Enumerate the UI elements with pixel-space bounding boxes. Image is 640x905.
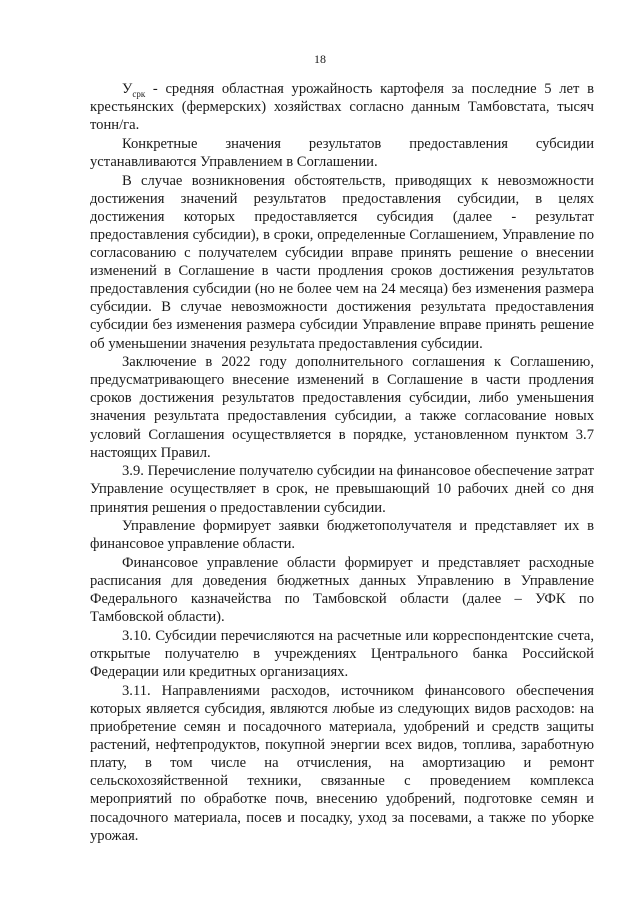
paragraph-clause-3-9: 3.9. Перечисление получателю субсидии на финансовое обеспечение затрат Управление осуществляет в срок, не превышающий 10 рабочих дней со дня принятия решения о предоставлении субсидии. xyxy=(90,463,594,516)
formula-symbol: У xyxy=(122,81,133,97)
paragraph: Заключение в 2022 году дополнительного соглашения к Соглашению, предусматривающего внесение изменений в Соглашение в части продления сроков достижения результатов предоставления субсидии, либо уменьшения значения результата предоставления субсидии, а также согласование новых условий Соглашения осуществляется в порядке, установленном пунктом 3.7 настоящих Правил. xyxy=(90,354,594,461)
paragraph: Конкретные значения результатов предоставления субсидии устанавливаются Управлением в Соглашении. xyxy=(90,135,594,170)
page-number: 18 xyxy=(314,52,326,66)
paragraph-clause-3-10: 3.10. Субсидии перечисляются на расчетные или корреспондентские счета, открытые получателю в учреждениях Центрального банка Российской Федерации или кредитных организациях. xyxy=(90,627,594,681)
formula-subscript: срк xyxy=(132,88,146,99)
document-body xyxy=(90,80,594,845)
paragraph-text: - средняя областная урожайность картофеля за последние 5 лет в крестьянских (фермерских) хозяйствах согласно данным Тамбовстата, тысяч тонн/га. xyxy=(90,81,594,134)
paragraph-formula-definition xyxy=(90,80,594,134)
paragraph: Управление формирует заявки бюджетополучателя и представляет их в финансовое управление области. xyxy=(90,518,594,553)
paragraph: Финансовое управление области формирует и представляет расходные расписания для доведения бюджетных данных Управлению в Управление Федерального казначейства по Тамбовской области (далее – УФК по Тамбовской области). xyxy=(90,555,594,626)
paragraph-clause-3-11: 3.11. Направлениями расходов, источником финансового обеспечения которых является субсидия, являются любые из следующих видов расходов: на приобретение семян и посадочного материала, удобрений и средств защиты растений, нефтепродуктов, покупной энергии всех видов, топлива, заработную плату, в том числе на отчисления, на амортизацию и ремонт сельскохозяйственной техники, связанные с проведением комплекса мероприятий по обработке почв, внесению удобрений, подготовке семян и посадочного материала, посев и посадку, уход за посевами, а также по уборке урожая. xyxy=(90,682,594,844)
paragraph: В случае возникновения обстоятельств, приводящих к невозможности достижения значений результатов предоставления субсидии, в целях достижения которых предоставляется субсидия (далее - результат предоставления субсидии), в сроки, определенные Соглашением, Управление по согласованию с получателем субсидии вправе принять решение о внесении изменений в Соглашение в части продления сроков достижения результатов предоставления субсидии (но не более чем на 24 месяца) без изменения размера субсидии. В случае невозможности достижения результата предоставления субсидии без изменения размера субсидии Управление вправе принять решение об уменьшении значения результата предоставления субсидии. xyxy=(90,172,594,352)
